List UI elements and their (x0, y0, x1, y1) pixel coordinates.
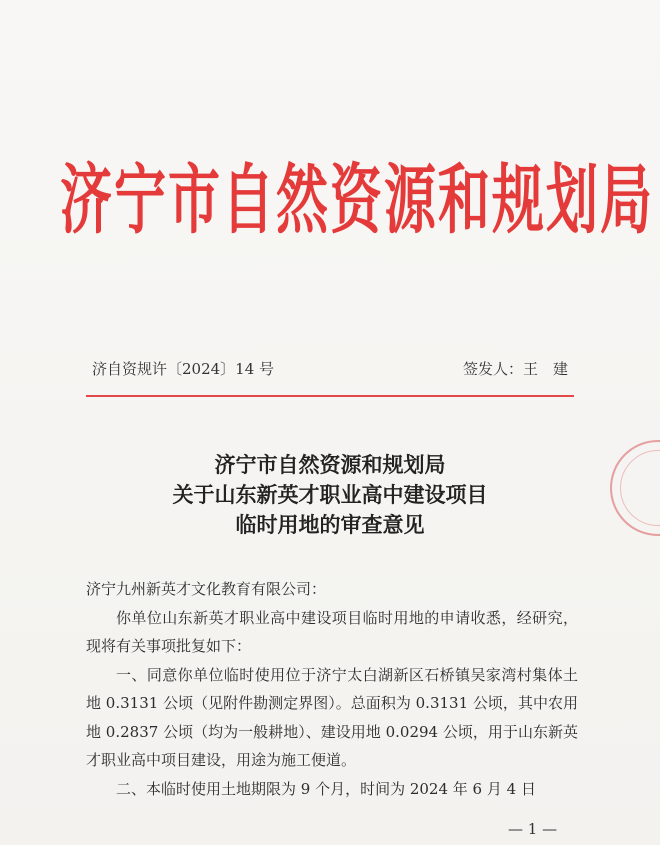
heading-line-1: 济宁市自然资源和规划局 (214, 452, 446, 477)
document-heading (100, 450, 560, 540)
heading-line-2: 关于山东新英才职业高中建设项目 (172, 482, 488, 507)
paragraph-1: 你单位山东新英才职业高中建设项目临时用地的申请收悉，经研究，现将有关事项批复如下： (86, 608, 578, 655)
addressee: 济宁九州新英才文化教育有限公司： (86, 580, 327, 598)
heading-line-3: 临时用地的审查意见 (235, 512, 425, 537)
agency-title: 济宁市自然资源和规划局 (60, 156, 655, 245)
document-body (86, 575, 578, 803)
paragraph-3: 二、本临时使用土地期限为 9 个月，时间为 2024 年 6 月 4 日 (116, 779, 536, 798)
red-separator-line (86, 395, 574, 397)
page-number: — 1 — (508, 820, 558, 838)
paragraph-2: 一、同意你单位临时使用位于济宁太白湖新区石桥镇吴家湾村集体土地 0.3131 公顷（见附件勘测定界图）。总面积为 0.3131 公顷，其中农用地 0.2837 公顷（均为一般耕地）、建设用地 0.0294 公顷，用于山东新英才职业高中项目建设，用途为施工便道。 (86, 665, 578, 769)
document-number: 济自资规许〔2024〕14 号 (92, 360, 275, 378)
official-seal-stamp (610, 440, 660, 536)
signer: 签发人：王 建 (462, 360, 568, 378)
